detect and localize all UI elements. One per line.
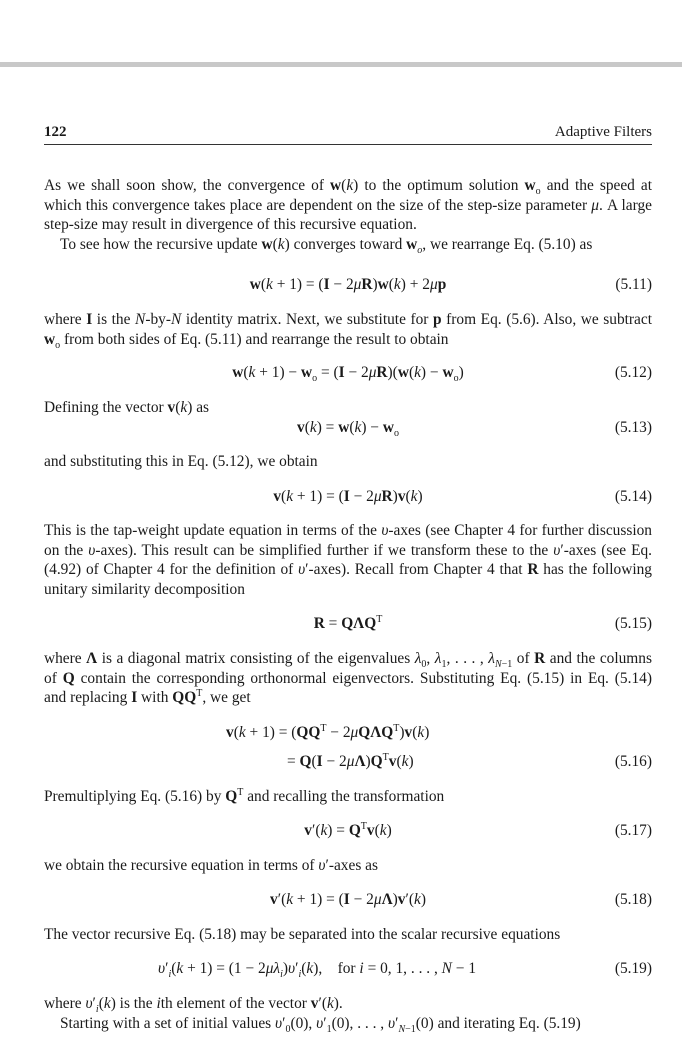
paragraph-tap-weight: This is the tap-weight update equation in terms of the υ-axes (see Chapter 4 for further discussion on the υ-axes). This result can be simplified further if we transform these to the υ′-axes (see Eq. (4.92) of Chapter 4 for the definition of υ′-axes). Recall from Chapter 4 that R has the following unitary similarity decomposition bbox=[44, 522, 653, 598]
equation-5-12: $w(k + 1) - w_o = (I - 2\mu R)(w(k) - w_o)$ (5.12) bbox=[232, 364, 652, 385]
paragraph-substitute: and substituting this in Eq. (5.12), we obtain bbox=[44, 453, 318, 470]
paragraph-premultiply: Premultiplying Eq. (5.16) by $Q^T$ and recalling the transformation bbox=[44, 786, 445, 805]
paragraph-convergence: As we shall soon show, the convergence of w(k) to the optimum solution $w_o$ and the speed at which this convergence takes place are dependent on the size of the step-size parameter μ. A large step-size may result in divergence of this recursive equation. bbox=[44, 177, 653, 234]
equation-5-18: v′(k + 1) = (I − 2μΛ)v′(k) (5.18) bbox=[270, 891, 652, 908]
equation-5-16-line2: = $Q(I - 2\mu\Lambda)Q^Tv(k)$ (5.16) bbox=[287, 751, 652, 770]
page-header bbox=[44, 124, 652, 145]
paragraph-define-v: Defining the vector v(k) as bbox=[44, 399, 210, 416]
paragraph-rearrange: To see how the recursive update w(k) converges toward $w_o$, we rearrange Eq. (5.10) as bbox=[60, 236, 593, 257]
running-title: Adaptive Filters bbox=[554, 124, 652, 140]
paragraph-eigen: where Λ is a diagonal matrix consisting of the eigenvalues $\lambda_0$, $\lambda_1$, . . . , $\lambda_{N-1}$ of R and the columns of Q contain the corresponding orthonormal eigenvectors. Substituting Eq. (5.15) in Eq. (5.14) and replacing I with $QQ^T$, we get bbox=[44, 650, 652, 707]
equation-5-13: $v(k) = w(k) - w_o$ (5.13) bbox=[297, 419, 652, 440]
page-number: 122 bbox=[44, 124, 67, 140]
equation-5-14: v(k + 1) = (I − 2μR)v(k) (5.14) bbox=[273, 488, 652, 505]
paragraph-scalar: The vector recursive Eq. (5.18) may be separated into the scalar recursive equations bbox=[44, 926, 561, 943]
paragraph-element: where $\upsilon'_i(k)$ is the ith element of the vector v′(k). bbox=[44, 995, 343, 1016]
paragraph-obtain: we obtain the recursive equation in terms of υ′-axes as bbox=[44, 857, 378, 874]
equation-5-17: $v'(k) = Q^Tv(k)$ (5.17) bbox=[304, 820, 652, 839]
paragraph-identity: where I is the N-by-N identity matrix. Next, we substitute for p from Eq. (5.6). Also, we subtract $w_o$ from both sides of Eq. (5.11) and rearrange the result to obtain bbox=[44, 311, 652, 351]
equation-5-16-line1: $v(k + 1) = (QQ^T - 2\mu Q\Lambda Q^T)v(k)$ bbox=[226, 722, 430, 741]
equation-5-11: w(k + 1) = (I − 2μR)w(k) + 2μp (5.11) bbox=[249, 276, 652, 293]
equation-5-19: $\upsilon'_i(k + 1) = (1 - 2\mu\lambda_i)\upsilon'_i(k)$, for i = 0, 1, . . . , N − 1 (5.19) bbox=[158, 960, 652, 981]
equation-5-15: $R = Q\Lambda Q^T$ (5.15) bbox=[313, 613, 652, 632]
top-rule bbox=[0, 62, 682, 67]
paragraph-initial: Starting with a set of initial values $\upsilon'_0(0)$, $\upsilon'_1(0)$, . . . , $\upsilon'_{N-1}(0)$ and iterating Eq. (5.19) bbox=[60, 1015, 581, 1036]
